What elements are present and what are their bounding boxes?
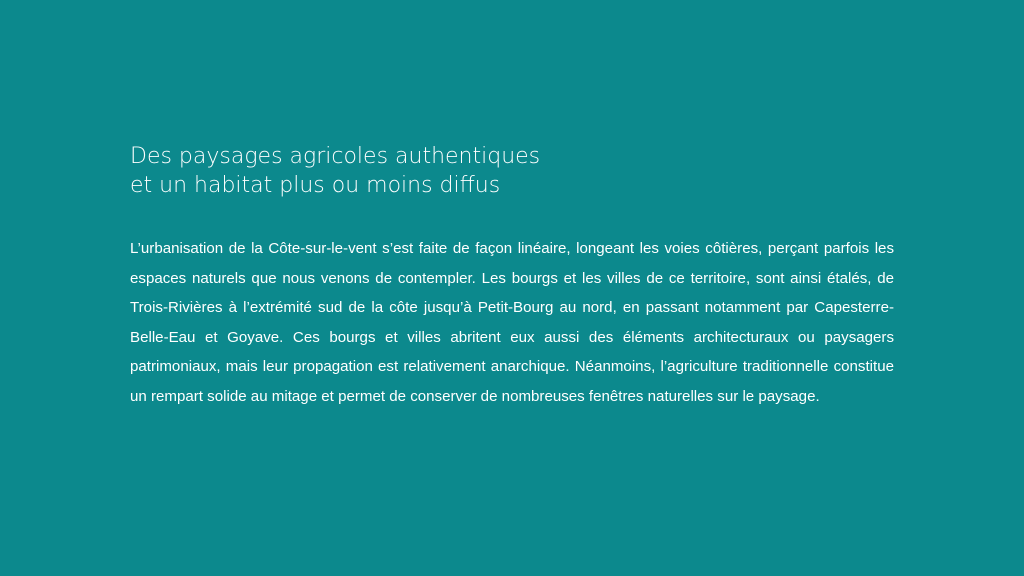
body-paragraph: L’urbanisation de la Côte-sur-le-vent s’est faite de façon linéaire, longeant les voies côtières, perçant parfois les espaces naturels que nous venons de contempler. Les bourgs et les villes de ce territoire, sont ainsi étalés, de Trois-Rivières à l’extrémité sud de la côte jusqu’à Petit-Bourg au nord, en passant notamment par Capesterre-Belle-Eau et Goyave. Ces bourgs et villes abritent eux aussi des éléments architecturaux ou paysagers patrimoniaux, mais leur propagation est relativement anarchique. Néanmoins, l’agriculture traditionnelle constitue un rempart solide au mitage et permet de conserver de nombreuses fenêtres naturelles sur le paysage. xyxy=(130,240,894,405)
slide-content xyxy=(130,142,894,412)
slide-title xyxy=(130,142,894,200)
slide-title-line-2: et un habitat plus ou moins diffus xyxy=(130,173,501,198)
slide-title-line-1: Des paysages agricoles authentiques xyxy=(130,144,541,169)
